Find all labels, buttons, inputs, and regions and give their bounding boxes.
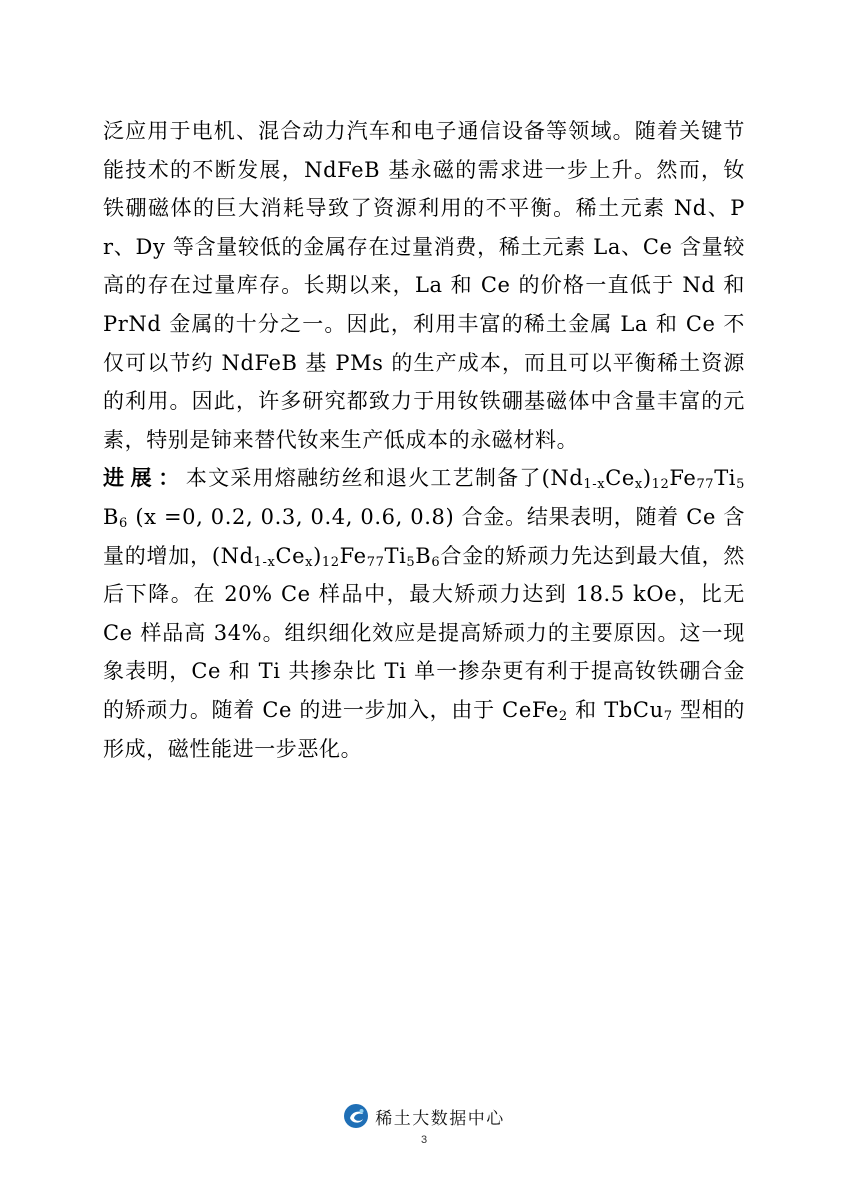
progress-text-4: 型相的形成，磁性能进一步恶化。	[103, 697, 746, 761]
alloy-formula: $(Nd_{1-x}Ce_x)_{12}Fe_{77}Ti_5B_6$	[103, 466, 745, 531]
progress-label: 进展：	[103, 466, 186, 491]
footer	[0, 1103, 848, 1133]
paragraph-background	[103, 112, 745, 459]
tbcu7-formula: TbCu$_7$	[604, 697, 673, 724]
progress-text-2: (x =0, 0.2, 0.3, 0.4, 0.6, 0.8) 合金。结果表明，随着 Ce 含量的增加，	[103, 504, 745, 568]
conjunction: 和	[567, 697, 605, 722]
footer-brand-text: 稀土大数据中心	[375, 1108, 505, 1129]
paragraph-background-text: 泛应用于电机、混合动力汽车和电子通信设备等领域。随着关键节能技术的不断发展，NdFeB 基永磁的需求进一步上升。然而，钕铁硼磁体的巨大消耗导致了资源利用的不平衡。稀土元素 Nd、Pr、Dy 等含量较低的金属存在过量消费，稀土元素 La、Ce 含量较高的存在过量库存。长期以来，La 和 Ce 的价格一直低于 Nd 和 PrNd 金属的十分之一。因此，利用丰富的稀土金属 La 和 Ce 不仅可以节约 NdFeB 基 PMs 的生产成本，而且可以平衡稀土资源的利用。因此，许多研究都致力于用钕铁硼基磁体中含量丰富的元素，特别是铈来替代钕来生产低成本的永磁材料。	[103, 119, 745, 452]
body-text	[103, 112, 745, 768]
paragraph-progress	[103, 459, 745, 768]
progress-text-3: 合金的矫顽力先达到最大值，然后下降。在 20% Ce 样品中，最大矫顽力达到 18.5 kOe，比无 Ce 样品高 34%。组织细化效应是提高矫顽力的主要原因。这一现象表明，Ce 和 Ti 共掺杂比 Ti 单一掺杂更有利于提高钕铁硼合金的矫顽力。随着 Ce 的进一步加入，由于	[103, 543, 745, 722]
rare-earth-data-center-logo-icon	[343, 1103, 369, 1129]
footer-brand	[343, 1103, 505, 1129]
cefe2-formula: CeFe$_2$	[502, 697, 568, 724]
progress-text-1: 本文采用熔融纺丝和退火工艺制备了	[185, 466, 542, 491]
page-number: 3	[420, 1134, 428, 1146]
alloy-formula-repeat: $(Nd_{1-x}Ce_x)_{12}Fe_{77}Ti_5B_6$	[211, 543, 441, 570]
